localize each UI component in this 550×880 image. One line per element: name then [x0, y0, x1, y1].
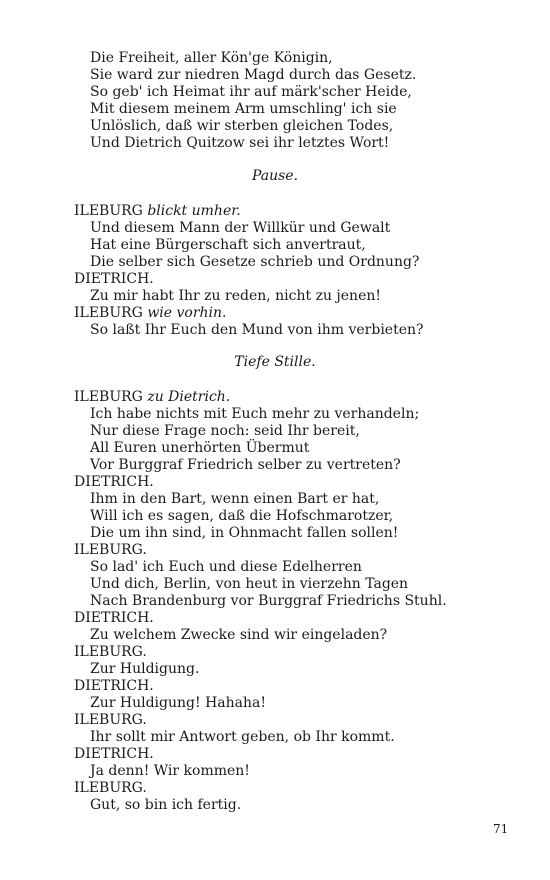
verse-line: So lad' ich Euch und diese Edelherren — [90, 559, 362, 575]
speaker-name: DIETRICH. — [74, 474, 154, 490]
stage-direction: wie vorhin. — [147, 305, 227, 321]
stage-direction-pause: Pause. — [251, 168, 299, 184]
verse-line: Zu welchem Zwecke sind wir eingeladen? — [90, 627, 388, 643]
verse-line: Und diesem Mann der Willkür und Gewalt — [90, 220, 391, 236]
verse-line: Zu mir habt Ihr zu reden, nicht zu jenen! — [90, 288, 382, 304]
speaker-name: ILEBURG. — [74, 542, 147, 558]
verse-line: So laßt Ihr Euch den Mund von ihm verbieten? — [90, 322, 424, 338]
verse-line: Ihm in den Bart, wenn einen Bart er hat, — [90, 491, 380, 507]
speaker-name: DIETRICH. — [74, 271, 154, 287]
verse-line: Ich habe nichts mit Euch mehr zu verhandeln; — [90, 406, 420, 422]
verse-line: Gut, so bin ich fertig. — [90, 797, 242, 813]
verse-line: Nach Brandenburg vor Burggraf Friedrichs Stuhl. — [90, 593, 447, 609]
verse-line: All Euren unerhörten Übermut — [90, 440, 310, 456]
verse-line: Hat eine Bürgerschaft sich anvertraut, — [90, 237, 366, 253]
verse-line: Nur diese Frage noch: seid Ihr bereit, — [90, 423, 360, 439]
verse-line: Vor Burggraf Friedrich selber zu vertreten? — [90, 457, 401, 473]
stage-direction-stille: Tiefe Stille. — [234, 354, 316, 370]
stage-direction: blickt umher. — [147, 203, 241, 219]
speaker-name: DIETRICH. — [74, 746, 154, 762]
verse-line: Die Freiheit, aller Kön'ge Königin, — [90, 50, 333, 66]
page-number: 71 — [493, 822, 509, 836]
verse-line: Mit diesem meinem Arm umschling' ich sie — [90, 101, 397, 117]
verse-line: Zur Huldigung. — [90, 661, 200, 677]
verse-line: Sie ward zur niedren Magd durch das Gesetz. — [90, 67, 417, 83]
speaker-name: ILEBURG. — [74, 780, 147, 796]
verse-line: So geb' ich Heimat ihr auf märk'scher Heide, — [90, 84, 412, 100]
speaker-name: ILEBURG — [74, 305, 143, 321]
speaker-name: DIETRICH. — [74, 678, 154, 694]
verse-line: Die selber sich Gesetze schrieb und Ordnung? — [90, 254, 420, 270]
speaker-line — [74, 389, 230, 406]
verse-line: Unlöslich, daß wir sterben gleichen Todes, — [90, 118, 394, 134]
speaker-line — [74, 203, 241, 220]
speaker-name: DIETRICH. — [74, 610, 154, 626]
speaker-name: ILEBURG. — [74, 644, 147, 660]
verse-line: Ihr sollt mir Antwort geben, ob Ihr kommt. — [90, 729, 395, 745]
speaker-name: ILEBURG. — [74, 712, 147, 728]
verse-line: Ja denn! Wir kommen! — [90, 763, 250, 779]
speaker-name: ILEBURG — [74, 203, 143, 219]
verse-line: Und dich, Berlin, von heut in vierzehn Tagen — [90, 576, 409, 592]
verse-line: Zur Huldigung! Hahaha! — [90, 695, 266, 711]
stage-direction: zu Dietrich. — [147, 389, 231, 405]
verse-line: Die um ihn sind, in Ohnmacht fallen sollen! — [90, 525, 399, 541]
verse-line: Und Dietrich Quitzow sei ihr letztes Wort! — [90, 135, 390, 151]
verse-line: Will ich es sagen, daß die Hofschmarotzer, — [90, 508, 394, 524]
speaker-name: ILEBURG — [74, 389, 143, 405]
speaker-line — [74, 305, 227, 322]
